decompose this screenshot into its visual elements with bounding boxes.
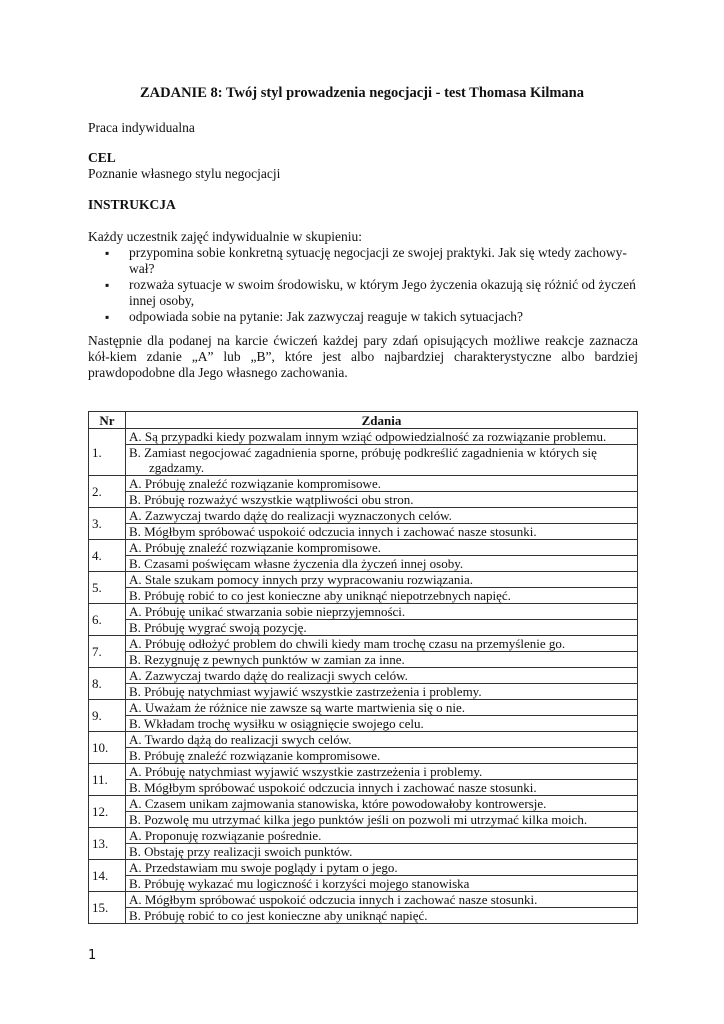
question-number: 3.: [89, 508, 126, 540]
table-row-b: [89, 780, 638, 796]
table-row-a: [89, 508, 638, 524]
bullet-item: ▪ rozważa sytuacje w swoim środowisku, w którym Jego życzenia okazują się różnić od życzeń innej osoby,: [88, 277, 638, 309]
option-a-cell[interactable]: A. Zazwyczaj twardo dążę do realizacji wyznaczonych celów.: [126, 508, 638, 524]
table-row-b: [89, 748, 638, 764]
table-row-b: [89, 492, 638, 508]
option-b-cell[interactable]: [126, 524, 638, 540]
option-b-cell[interactable]: [126, 556, 638, 572]
table-row-a: [89, 764, 638, 780]
option-b-text: B. Rezygnuję z pewnych punktów w zamian za inne.: [129, 652, 405, 667]
instruction-intro: Każdy uczestnik zajęć indywidualnie w skupieniu:: [88, 229, 363, 244]
option-b-text: B. Wkładam trochę wysiłku w osiągnięcie swojego celu.: [129, 716, 424, 731]
header-sentences: Zdania: [126, 412, 638, 429]
question-number: 1.: [89, 429, 126, 476]
question-number: 5.: [89, 572, 126, 604]
table-row-b: [89, 524, 638, 540]
option-a-cell[interactable]: A. Próbuję unikać stwarzania sobie nieprzyjemności.: [126, 604, 638, 620]
question-number: 7.: [89, 636, 126, 668]
question-number: 13.: [89, 828, 126, 860]
option-a-cell[interactable]: A. Proponuję rozwiązanie pośrednie.: [126, 828, 638, 844]
option-a-cell[interactable]: A. Zazwyczaj twardo dążę do realizacji swych celów.: [126, 668, 638, 684]
table-row-a: [89, 604, 638, 620]
work-mode: Praca indywidualna: [88, 120, 195, 135]
question-number: 4.: [89, 540, 126, 572]
instruction-outro: Następnie dla podanej na karcie ćwiczeń każdej pary zdań opisujących możliwe reakcje zaznacza kół-kiem zdanie „A” lub „B”, które jest albo najbardziej charakterystyczne albo bardziej prawdopodobne dla Jego własnego zachowania.: [88, 333, 638, 380]
table-row-b: [89, 620, 638, 636]
option-b-cell[interactable]: [126, 620, 638, 636]
option-a-cell[interactable]: A. Czasem unikam zajmowania stanowiska, które powodowałoby kontrowersje.: [126, 796, 638, 812]
instruction-bullets: [88, 245, 638, 325]
table-row-a: [89, 796, 638, 812]
instruction-heading: INSTRUKCJA: [88, 197, 176, 212]
option-a-cell[interactable]: A. Twardo dążą do realizacji swych celów.: [126, 732, 638, 748]
option-b-cell[interactable]: [126, 748, 638, 764]
table-row-b: [89, 684, 638, 700]
question-number: 12.: [89, 796, 126, 828]
table-row-b: [89, 716, 638, 732]
option-b-text: B. Próbuję robić to co jest konieczne aby uniknąć niepotrzebnych napięć.: [129, 588, 511, 603]
option-b-cell[interactable]: [126, 844, 638, 860]
option-b-text: B. Próbuję rozważyć wszystkie wątpliwości obu stron.: [129, 492, 414, 507]
table-row-b: [89, 812, 638, 828]
option-a-cell[interactable]: A. Stale szukam pomocy innych przy wypracowaniu rozwiązania.: [126, 572, 638, 588]
table-row-a: [89, 860, 638, 876]
table-row-a: [89, 476, 638, 492]
table-row-a: [89, 636, 638, 652]
table-row-a: [89, 540, 638, 556]
option-a-cell[interactable]: A. Próbuję znaleźć rozwiązanie kompromisowe.: [126, 540, 638, 556]
option-a-cell[interactable]: A. Przedstawiam mu swoje poglądy i pytam o jego.: [126, 860, 638, 876]
page-title: ZADANIE 8: Twój styl prowadzenia negocjacji - test Thomasa Kilmana: [140, 85, 584, 101]
table-row-b: [89, 876, 638, 892]
option-a-cell[interactable]: A. Próbuję natychmiast wyjawić wszystkie zastrzeżenia i problemy.: [126, 764, 638, 780]
option-b-cell[interactable]: [126, 492, 638, 508]
option-b-text: B. Próbuję natychmiast wyjawić wszystkie zastrzeżenia i problemy.: [129, 684, 482, 699]
table-row-a: [89, 732, 638, 748]
option-b-cell[interactable]: [126, 780, 638, 796]
option-a-cell[interactable]: A. Próbuję znaleźć rozwiązanie kompromisowe.: [126, 476, 638, 492]
option-b-cell[interactable]: [126, 445, 638, 476]
table-row-b: [89, 652, 638, 668]
option-b-text: B. Próbuję znaleźć rozwiązanie kompromisowe.: [129, 748, 381, 763]
option-b-text: B. Obstaję przy realizacji swoich punktów.: [129, 844, 353, 859]
bullet-item: ▪ odpowiada sobie na pytanie: Jak zazwyczaj reaguje w takich sytuacjach?: [88, 309, 638, 325]
option-b-text: B. Zamiast negocjować zagadnienia sporne, próbuję podkreślić zagadnienia w których się zgadzamy.: [129, 445, 597, 475]
table-row-b: [89, 445, 638, 476]
table-row-b: [89, 556, 638, 572]
questionnaire-table: [88, 411, 638, 924]
option-a-cell[interactable]: A. Uważam że różnice nie zawsze są warte martwienia się o nie.: [126, 700, 638, 716]
table-row-a: [89, 429, 638, 445]
question-number: 8.: [89, 668, 126, 700]
bullet-item: ▪ przypomina sobie konkretną sytuację negocjacji ze swojej praktyki. Jak się wtedy zachowy-wał?: [88, 245, 638, 277]
table-body: [89, 429, 638, 924]
question-number: 14.: [89, 860, 126, 892]
page-number: 1: [88, 948, 97, 963]
question-number: 6.: [89, 604, 126, 636]
option-a-cell[interactable]: A. Mógłbym spróbować uspokoić odczucia innych i zachować nasze stosunki.: [126, 892, 638, 908]
question-number: 10.: [89, 732, 126, 764]
option-b-text: B. Mógłbym spróbować uspokoić odczucia innych i zachować nasze stosunki.: [129, 524, 537, 539]
goal-heading: CEL: [88, 150, 116, 165]
table-row-a: [89, 700, 638, 716]
option-a-cell[interactable]: A. Są przypadki kiedy pozwalam innym wziąć odpowiedzialność za rozwiązanie problemu.: [126, 429, 638, 445]
option-b-cell[interactable]: [126, 812, 638, 828]
table-row-a: [89, 572, 638, 588]
option-b-cell[interactable]: [126, 588, 638, 604]
table-row-a: [89, 892, 638, 908]
question-number: 9.: [89, 700, 126, 732]
option-b-text: B. Mógłbym spróbować uspokoić odczucia innych i zachować nasze stosunki.: [129, 780, 537, 795]
option-b-cell[interactable]: [126, 716, 638, 732]
option-b-cell[interactable]: [126, 908, 638, 924]
table-header-row: [89, 412, 638, 429]
table-row-b: [89, 588, 638, 604]
goal-text: Poznanie własnego stylu negocjacji: [88, 166, 281, 181]
option-b-text: B. Pozwolę mu utrzymać kilka jego punktów jeśli on pozwoli mi utrzymać kilka moich.: [129, 812, 588, 827]
option-b-cell[interactable]: [126, 684, 638, 700]
option-b-text: B. Czasami poświęcam własne życzenia dla życzeń innej osoby.: [129, 556, 464, 571]
question-number: 15.: [89, 892, 126, 924]
option-a-cell[interactable]: A. Próbuję odłożyć problem do chwili kiedy mam trochę czasu na przemyślenie go.: [126, 636, 638, 652]
table-row-a: [89, 668, 638, 684]
table-row-b: [89, 844, 638, 860]
question-number: 2.: [89, 476, 126, 508]
header-nr: Nr: [89, 412, 126, 429]
option-b-text: B. Próbuję wykazać mu logiczność i korzyści mojego stanowiska: [129, 876, 470, 891]
option-b-cell[interactable]: [126, 876, 638, 892]
option-b-text: B. Próbuję wygrać swoją pozycję.: [129, 620, 307, 635]
option-b-text: B. Próbuję robić to co jest konieczne aby uniknąć napięć.: [129, 908, 428, 923]
option-b-cell[interactable]: [126, 652, 638, 668]
table-row-b: [89, 908, 638, 924]
question-number: 11.: [89, 764, 126, 796]
table-row-a: [89, 828, 638, 844]
